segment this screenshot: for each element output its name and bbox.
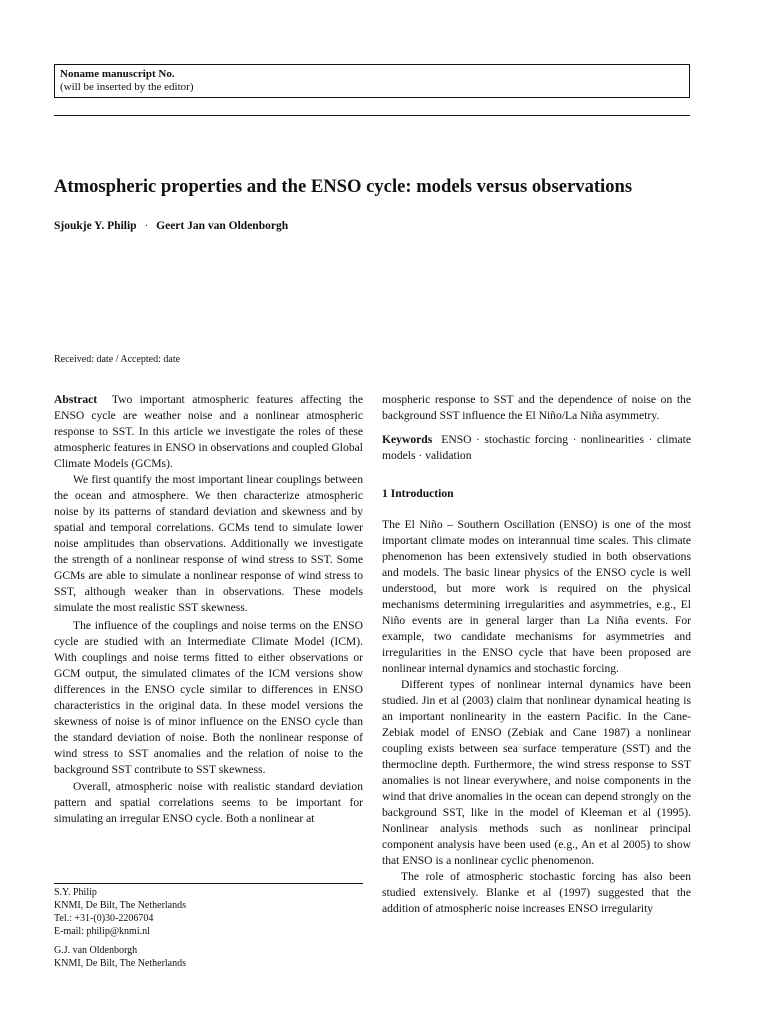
abstract-text: Two important atmospheric features affecting the ENSO cycle are weather noise and a nonlinear atmospheric response to SST. In this article we investigate the roles of these atmospheric features in ENSO in observations and coupled Global Climate Models (GCMs).	[54, 393, 363, 470]
manuscript-header-box	[54, 64, 690, 98]
received-date: Received: date / Accepted: date	[54, 354, 181, 365]
author-email: E-mail: philip@knmi.nl	[54, 926, 150, 937]
author-phone: Tel.: +31-(0)30-2206704	[54, 913, 154, 924]
paper-title: Atmospheric properties and the ENSO cycle: models versus observations	[54, 176, 633, 197]
right-column	[382, 392, 691, 917]
author-name: Geert Jan van Oldenborgh	[156, 220, 289, 232]
keywords	[382, 432, 691, 464]
author-name: Sjoukje Y. Philip	[54, 220, 137, 232]
author-affiliation-name: G.J. van Oldenborgh	[54, 945, 138, 956]
body-paragraph: Different types of nonlinear internal dynamics have been studied. Jin et al (2003) claim that nonlinear dynamical heating is an important nonlinearity in the eastern Pacific. In the Cane-Zebiak model of ENSO (Zebiak and Cane 1987) a nonlinear coupling exists between sea surface temperature (SST) and the thermocline depth. Furthermore, the wind stress response to SST anomalies is not linear everywhere, and noise components in the wind that drive anomalies in the ocean can depend strongly on the background SST, like in the model of Kleeman et al (1995). Nonlinear analysis methods such as nonlinear principal component analysis have been used (e.g., An et al 2005) to show that ENSO is a nonlinear cyclic phenomenon.	[382, 678, 691, 867]
abstract-paragraph: We first quantify the most important linear couplings between the ocean and atmosphere. We then characterize atmospheric noise by its patterns of standard deviation and skewness and by spatial and temporal correlations. GCMs tend to simulate lower noise amplitudes than observations. Additionally we investigate the strength of a nonlinear response of wind stress to SST. Some GCMs are able to simulate a nonlinear response of wind stress to SST, although weaker than in observations. These models simulate the most realistic SST skewness.	[54, 473, 363, 614]
left-column	[54, 392, 363, 827]
abstract-heading: Abstract	[54, 393, 98, 406]
editor-note: (will be inserted by the editor)	[60, 81, 194, 93]
body-paragraph: The role of atmospheric stochastic forcing has also been studied extensively. Blanke et al (1997) suggested that the addition of atmospheric noise increases ENSO irregularity	[382, 870, 691, 915]
keywords-text: ENSO · stochastic forcing · nonlinearities · climate models · validation	[382, 433, 691, 462]
section-heading: 1 Introduction	[382, 487, 454, 500]
abstract-paragraph: Overall, atmospheric noise with realistic standard deviation pattern and spatial correlations seems to be important for simulating an irregular ENSO cycle. Both a nonlinear at	[54, 780, 363, 825]
abstract-paragraph: The influence of the couplings and noise terms on the ENSO cycle are studied with an Intermediate Climate Model (ICM). With couplings and noise terms fitted to either observations or GCM output, the simulated climates of the ICM versions show differences in the ENSO cycle similar to differences in ENSO characteristics in the original data. In these model versions the skewness of noise is of minor influence on the ENSO cycle than the standard deviation of noise. Both the nonlinear response of wind stress to SST anomalies and the relation of noise to the background SST contribute to SST skewness.	[54, 619, 363, 776]
keywords-heading: Keywords	[382, 433, 433, 446]
manuscript-number: Noname manuscript No.	[60, 68, 175, 80]
abstract-continuation: mospheric response to SST and the dependence of noise on the background SST influence the El Niño/La Niña asymmetry.	[382, 393, 691, 422]
author-affiliation-name: S.Y. Philip	[54, 887, 97, 898]
affiliations-footnote	[54, 883, 363, 970]
author-affiliation-institution: KNMI, De Bilt, The Netherlands	[54, 958, 187, 969]
author-separator: ·	[144, 220, 149, 232]
body-paragraph: The El Niño – Southern Oscillation (ENSO) is one of the most important climate modes on interannual time scales. This climate phenomenon has been extensively studied in both observations and models. The basic linear physics of the ENSO cycle is well understood, but more work is required on the physical mechanisms determining irregularities and asymmetries, e.g., El Niño events are in general larger than La Niña events. For example, two candidate mechanisms for asymmetries and irregularities in the ENSO cycle that have been proposed are nonlinear internal dynamics and stochastic forcing.	[382, 518, 691, 675]
abstract-paragraph	[54, 392, 363, 472]
author-list	[54, 218, 288, 234]
author-affiliation-institution: KNMI, De Bilt, The Netherlands	[54, 900, 187, 911]
header-rule	[54, 115, 690, 116]
